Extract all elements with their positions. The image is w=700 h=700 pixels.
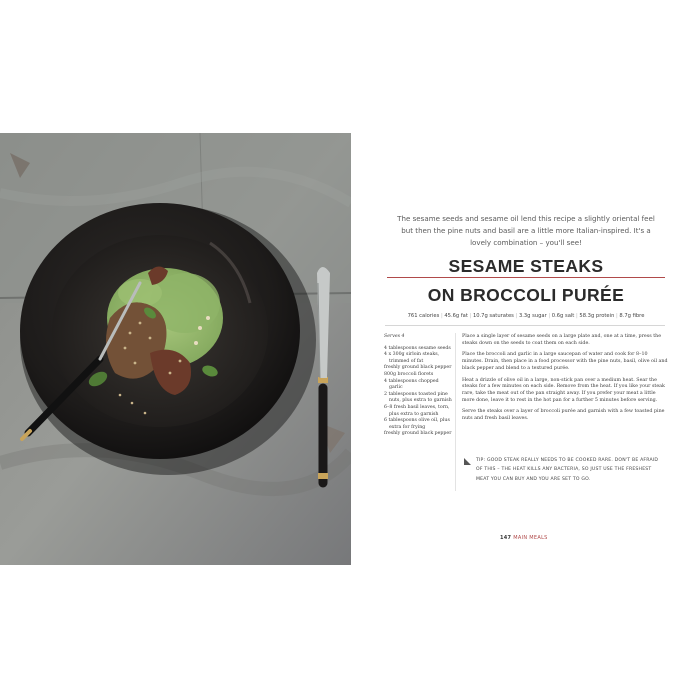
ingredient-item: 4 x 300g sirloin steaks, trimmed of fat [384,352,440,364]
nutrition-separator: | [440,313,445,319]
column-divider [455,333,456,491]
nutrition-separator: | [548,313,552,319]
nutrition-sugar: 3.3g sugar [518,313,547,319]
recipe-title-line-2: ON BROCCOLI PURÉE [427,285,625,305]
tip-text: TIP: GOOD STEAK REALLY NEEDS TO BE COOKED RARE. DON'T BE AFRAID OF THIS – THE HEAT KILLS ANY BACTERIA, SO JUST USE THE FRESHEST MEAT YOU CAN BUY AND YOU ARE SET TO GO. [476,458,659,482]
ingredient-item: 800g broccoli florets [384,371,434,377]
nutrition-fibre: 8.7g fibre [619,313,645,319]
ingredients-list [384,334,452,438]
nutrition-divider [385,325,665,326]
method-step: Serve the steaks over a layer of broccoli purée and garnish with a few toasted pine nuts and fresh basil leaves. [462,409,665,422]
title-divider [387,277,665,278]
tip-marker-icon [464,458,471,465]
ingredient-item: 2 tablespoons toasted pine nuts, plus extra to garnish [384,391,452,404]
recipe-title-line-1: SESAME STEAKS [448,256,604,276]
method-step: Place the broccoli and garlic in a large saucepan of water and cook for 8–10 minutes. Drain, then place in a food processor with the pine nuts, basil, olive oil and black pepper and blend to a textured purée. [462,352,668,371]
nutrition-separator: | [515,313,519,319]
nutrition-calories: 761 calories [407,313,440,319]
serves-label: Serves 4 [384,334,405,339]
tip-box [465,456,665,484]
nutrition-separator: | [576,313,580,319]
recipe-page [351,133,700,565]
page-footer [500,535,548,541]
nutrition-protein: 58.3g protein [579,313,615,319]
nutrition-saturates: 10.7g saturates [472,313,514,319]
section-name: MAIN MEALS [513,535,548,541]
recipe-photo-illustration [0,133,351,565]
nutrition-info [371,313,681,319]
nutrition-separator: | [469,313,473,319]
nutrition-fat: 45.6g fat [444,313,468,319]
method-steps [462,334,668,428]
ingredient-item: freshly ground black pepper [384,431,452,437]
ingredient-item: 4 tablespoons chopped garlic [384,378,439,391]
intro-text: The sesame seeds and sesame oil lend this recipe a slightly oriental feel but then the pine nuts and basil are a little more Italian-inspired. It's a lovely combination – you'll see! [397,214,655,248]
method-step: Heat a drizzle of olive oil in a large, non-stick pan over a medium heat. Sear the steaks for a few minutes on each side. Remove from the heat. If you like your steak rare, take the meat out of the pan straight away. If you prefer your meat a little more done, leave it to rest in the hot pan for a further 5 minutes before serving. [462,377,665,403]
ingredient-item: 4 tablespoons sesame seeds [384,345,451,351]
ingredient-item: 6–8 fresh basil leaves, torn, plus extra to garnish [384,404,450,417]
nutrition-salt: 0.6g salt [551,313,575,319]
nutrition-separator: | [616,313,620,319]
page-number: 147 [500,535,512,541]
method-step: Place a single layer of sesame seeds on a large plate and, one at a time, press the steaks down on the seeds to coat them on each side. [462,334,662,346]
ingredient-item: 6 tablespoons olive oil, plus extra for frying [384,418,450,430]
ingredient-item: freshly ground black pepper [384,365,452,371]
recipe-photo [0,133,351,565]
